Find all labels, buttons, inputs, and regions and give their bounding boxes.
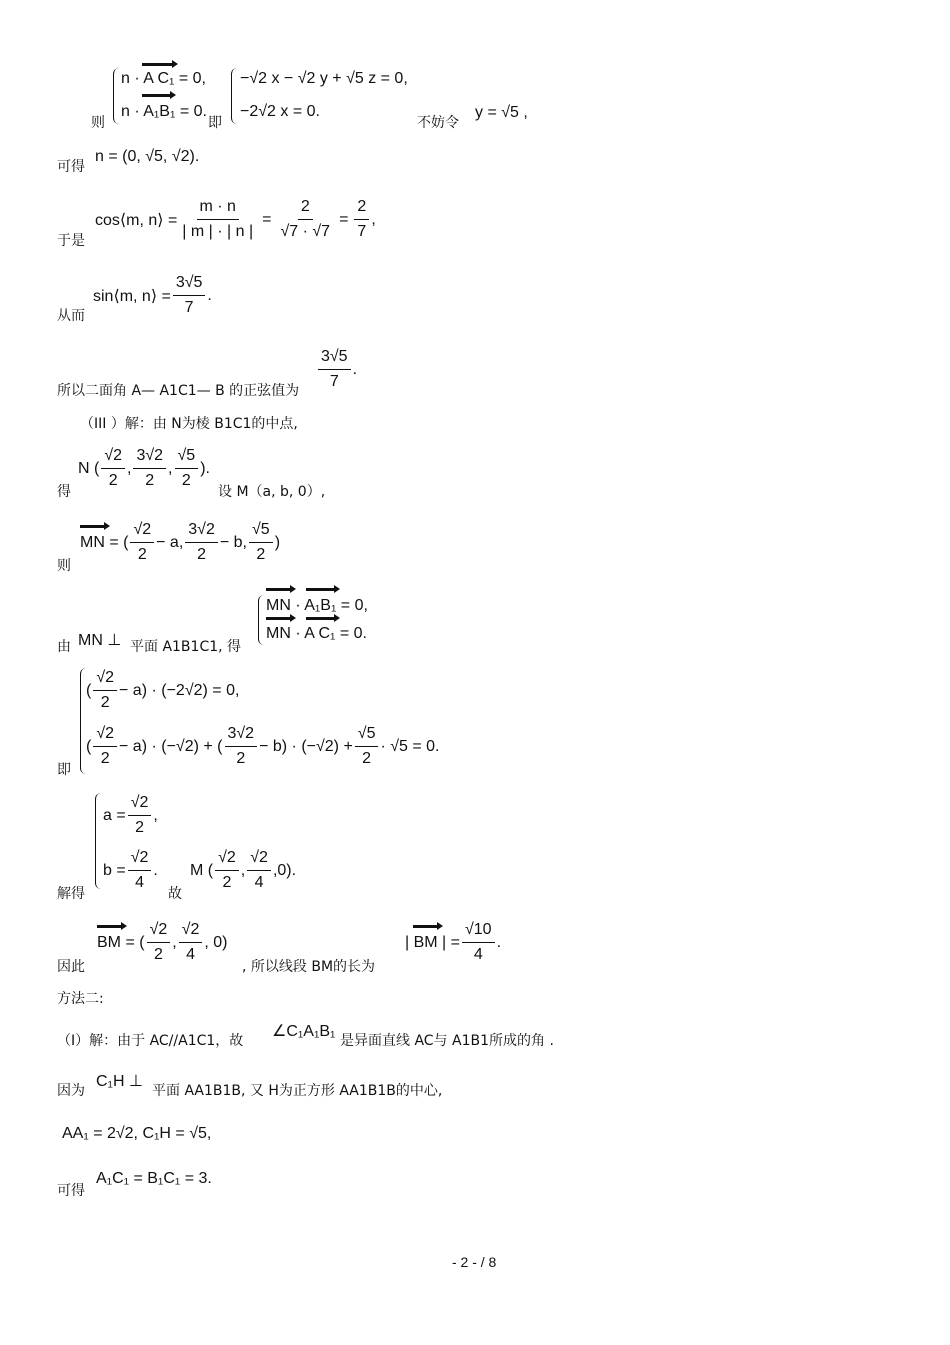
system-row-2: ( $\frac{√2}{2}$ − a) · (−√2) + ( $\frac{3√2}{2}$ − b) · (−√2) + $\frac{√5}{2}$ · √5 = 0. <box>86 725 440 767</box>
fraction-denominator: 2 <box>181 472 191 489</box>
fraction-denominator: 7 <box>184 299 194 316</box>
label-kede-2: 可得 <box>57 1183 85 1199</box>
fraction-mn <box>179 197 256 242</box>
vector-arrow-mn <box>266 617 292 620</box>
equation-xyz: −√2 x − √2 y + √5 z = 0, <box>240 70 408 87</box>
method-two-heading: 方法二: <box>57 991 104 1007</box>
fraction <box>133 446 166 491</box>
row-2-text-c: · √5 = 0. <box>380 737 440 755</box>
fraction-numerator: 3√2 <box>133 446 166 469</box>
equation-mn-a1b1: MN · A₁B₁ = 0, <box>266 597 368 614</box>
minus-b: − b, <box>219 533 247 551</box>
fraction <box>128 848 152 893</box>
equation-n-ac1: n · A C₁ = 0, <box>121 70 206 87</box>
label-ji-2: 即 <box>57 762 71 778</box>
vector-arrow-mn <box>266 588 292 591</box>
fraction-numerator: √2 <box>179 920 203 943</box>
label-ze-2: 则 <box>57 558 71 574</box>
fraction-numerator: 3√2 <box>185 520 218 543</box>
fraction <box>247 848 271 893</box>
label-yinci: 因此 <box>57 959 85 975</box>
plane-aa1b1b-text: 平面 AA1B1B, 又 H为正方形 AA1B1B的中心, <box>152 1083 443 1099</box>
fraction-numerator: 2 <box>298 197 313 220</box>
system-brace-1 <box>113 68 120 124</box>
fraction-denominator: 2 <box>145 472 155 489</box>
label-ze: 则 <box>91 115 105 131</box>
fraction-denominator: √7 · √7 <box>280 223 331 240</box>
vector-arrow-ac1 <box>142 63 174 66</box>
period: . <box>352 360 358 378</box>
fraction-2-over-7 <box>354 197 369 242</box>
plane-text: 平面 A1B1C1, 得 <box>130 639 242 655</box>
close-paren: ,0). <box>272 861 297 879</box>
dihedral-sine-text: 所以二面角 A— A1C1— B 的正弦值为 <box>57 383 300 399</box>
equals-sign: = <box>262 210 272 228</box>
vector-arrow-a1b1 <box>306 588 336 591</box>
fraction-3root5-over-7 <box>173 273 206 318</box>
fraction-denominator: 2 <box>137 546 147 563</box>
fraction-denominator: 4 <box>254 874 264 891</box>
fraction-denominator: 4 <box>186 946 195 963</box>
comma: , <box>371 210 376 228</box>
fraction-numerator: √5 <box>175 446 199 469</box>
label-bufangling: 不妨令 <box>417 115 459 131</box>
fraction <box>225 724 258 769</box>
fraction <box>249 520 273 565</box>
angle-c1a1b1: ∠C₁A₁B₁ <box>272 1023 336 1040</box>
fraction-numerator: 3√5 <box>318 347 351 370</box>
equation-x: −2√2 x = 0. <box>240 103 320 120</box>
fraction-numerator: √2 <box>128 848 152 871</box>
fraction-denominator: 7 <box>357 223 367 240</box>
label-ji: 即 <box>208 115 222 131</box>
label-congr: 从而 <box>57 308 85 324</box>
fraction-numerator: √2 <box>247 848 271 871</box>
minus-a: − a, <box>156 533 184 551</box>
solution-b: b = $\frac{√2}{4}$ . <box>103 849 158 891</box>
fraction-numerator: 3√2 <box>225 724 258 747</box>
point-m-definition: 设 M（a, b, 0）, <box>218 484 326 500</box>
fraction <box>130 520 154 565</box>
row-2-text-b: − b) · (−√2) + <box>259 737 353 755</box>
fraction-denominator: 2 <box>153 946 163 963</box>
cos-label: cos⟨m, n⟩ = <box>95 211 178 229</box>
fraction-root10-over-4 <box>462 920 495 965</box>
fraction-numerator: m · n <box>197 197 239 220</box>
system-brace-2 <box>231 68 238 124</box>
mn-perpendicular: MN ⊥ <box>78 632 122 649</box>
bm-length-text: , 所以线段 BM的长为 <box>242 959 376 975</box>
vector-bm-label: BM = ( <box>97 933 145 951</box>
fraction-denominator: 2 <box>100 750 110 767</box>
a-label: a = <box>103 806 126 824</box>
fraction-denominator: 2 <box>256 546 266 563</box>
sin-expression <box>93 273 212 318</box>
fraction-numerator: 3√5 <box>173 273 206 296</box>
part-iii-heading: （III ）解：由 N为棱 B1C1的中点, <box>80 416 298 432</box>
row-2-text-a: − a) · (−√2) + ( <box>119 737 223 755</box>
point-n-coordinates: N ( $\frac{√2}{2}$ , $\frac{3√2}{2}$ , $\frac{√5}{2}$ ). <box>78 447 210 489</box>
label-yushi: 于是 <box>57 233 85 249</box>
fraction <box>128 793 152 838</box>
fraction-numerator: √2 <box>130 520 154 543</box>
label-gu: 故 <box>168 886 182 902</box>
fraction-denominator: 4 <box>473 946 483 963</box>
equation-a1c1-b1c1: A₁C₁ = B₁C₁ = 3. <box>96 1170 212 1187</box>
equation-n-a1b1: n · A₁B₁ = 0. <box>121 103 207 120</box>
system-row-1: ( $\frac{√2}{2}$ − a) · (−2√2) = 0, <box>86 669 240 711</box>
b-label: b = <box>103 861 126 879</box>
fraction-denominator: 2 <box>236 750 246 767</box>
fraction-denominator: 2 <box>135 819 144 836</box>
label-you: 由 <box>57 639 71 655</box>
label-de-1: 得 <box>57 484 71 500</box>
close-paren: , 0) <box>204 933 228 951</box>
fraction-denominator: | m | · | n | <box>182 223 254 240</box>
point-m-coordinates: M ( $\frac{√2}{2}$ , $\frac{√2}{4}$ ,0). <box>190 849 297 891</box>
fraction <box>355 724 379 769</box>
fraction-numerator: √2 <box>93 668 117 691</box>
fraction-denominator: 4 <box>135 874 144 891</box>
c1h-perpendicular: C₁H ⊥ <box>96 1073 143 1090</box>
close-paren: ) <box>274 533 281 551</box>
label-jiede: 解得 <box>57 886 85 902</box>
fraction-denominator: 2 <box>362 750 372 767</box>
fraction-numerator: √2 <box>215 848 239 871</box>
fraction-denominator: 2 <box>222 874 232 891</box>
point-m-label: M ( <box>190 861 214 879</box>
fraction-2-over-root7 <box>278 197 334 242</box>
solution-a: a = $\frac{√2}{2}$ , <box>103 794 158 836</box>
fraction-numerator: √2 <box>147 920 171 943</box>
vector-mn-expression <box>80 520 280 565</box>
fraction-numerator: √2 <box>93 724 117 747</box>
fraction <box>215 848 239 893</box>
fraction-3root5-over-7 <box>318 347 351 392</box>
close-paren: ). <box>200 459 210 477</box>
fraction <box>179 920 203 965</box>
fraction-numerator: √2 <box>128 793 152 816</box>
bm-abs-label: | BM | = <box>405 933 460 951</box>
sin-label: sin⟨m, n⟩ = <box>93 287 171 305</box>
row-1-text: − a) · (−2√2) = 0, <box>119 681 240 699</box>
equals-sign: = <box>339 210 349 228</box>
fraction <box>147 920 171 965</box>
fraction <box>93 724 117 769</box>
system-brace-5 <box>95 793 102 889</box>
fraction <box>93 668 117 713</box>
fraction-numerator: √5 <box>249 520 273 543</box>
cos-expression <box>95 197 376 242</box>
fraction-denominator: 2 <box>100 694 110 711</box>
vector-mn-label: MN = ( <box>80 533 129 551</box>
fraction-numerator: √2 <box>101 446 125 469</box>
label-kede-1: 可得 <box>57 159 85 175</box>
part-i-text-2: 是异面直线 AC与 A1B1所成的角 . <box>340 1033 554 1049</box>
fraction-numerator: 2 <box>354 197 369 220</box>
equation-y-value: y = √5 , <box>475 104 528 121</box>
point-n-label: N ( <box>78 459 100 477</box>
equation-mn-ac1: MN · A C₁ = 0. <box>266 625 367 642</box>
equation-aa1-c1h: AA₁ = 2√2, C₁H = √5, <box>62 1125 212 1142</box>
page-number: - 2 - / 8 <box>452 1254 497 1270</box>
vector-arrow-ac1 <box>306 617 336 620</box>
fraction-denominator: 2 <box>108 472 118 489</box>
period: . <box>207 286 212 304</box>
label-yinwei: 因为 <box>57 1083 85 1099</box>
dihedral-sine-value <box>316 347 357 392</box>
fraction <box>185 520 218 565</box>
fraction-denominator: 2 <box>197 546 207 563</box>
vector-bm-expression: BM = ( $\frac{√2}{2}$ , $\frac{√2}{4}$ , 0) <box>97 921 228 963</box>
equation-n-vector: n = (0, √5, √2). <box>95 148 200 165</box>
system-brace-3 <box>258 595 265 645</box>
fraction-numerator: √10 <box>462 920 495 943</box>
fraction-denominator: 7 <box>329 373 339 390</box>
fraction-numerator: √5 <box>355 724 379 747</box>
part-i-text-1: （I）解：由于 AC//A1C1，故 <box>57 1033 244 1049</box>
fraction <box>175 446 199 491</box>
vector-arrow-a1b1 <box>142 94 172 97</box>
fraction <box>101 446 125 491</box>
bm-length-value: | BM | = $\frac{√10}{4}$ . <box>405 921 502 963</box>
